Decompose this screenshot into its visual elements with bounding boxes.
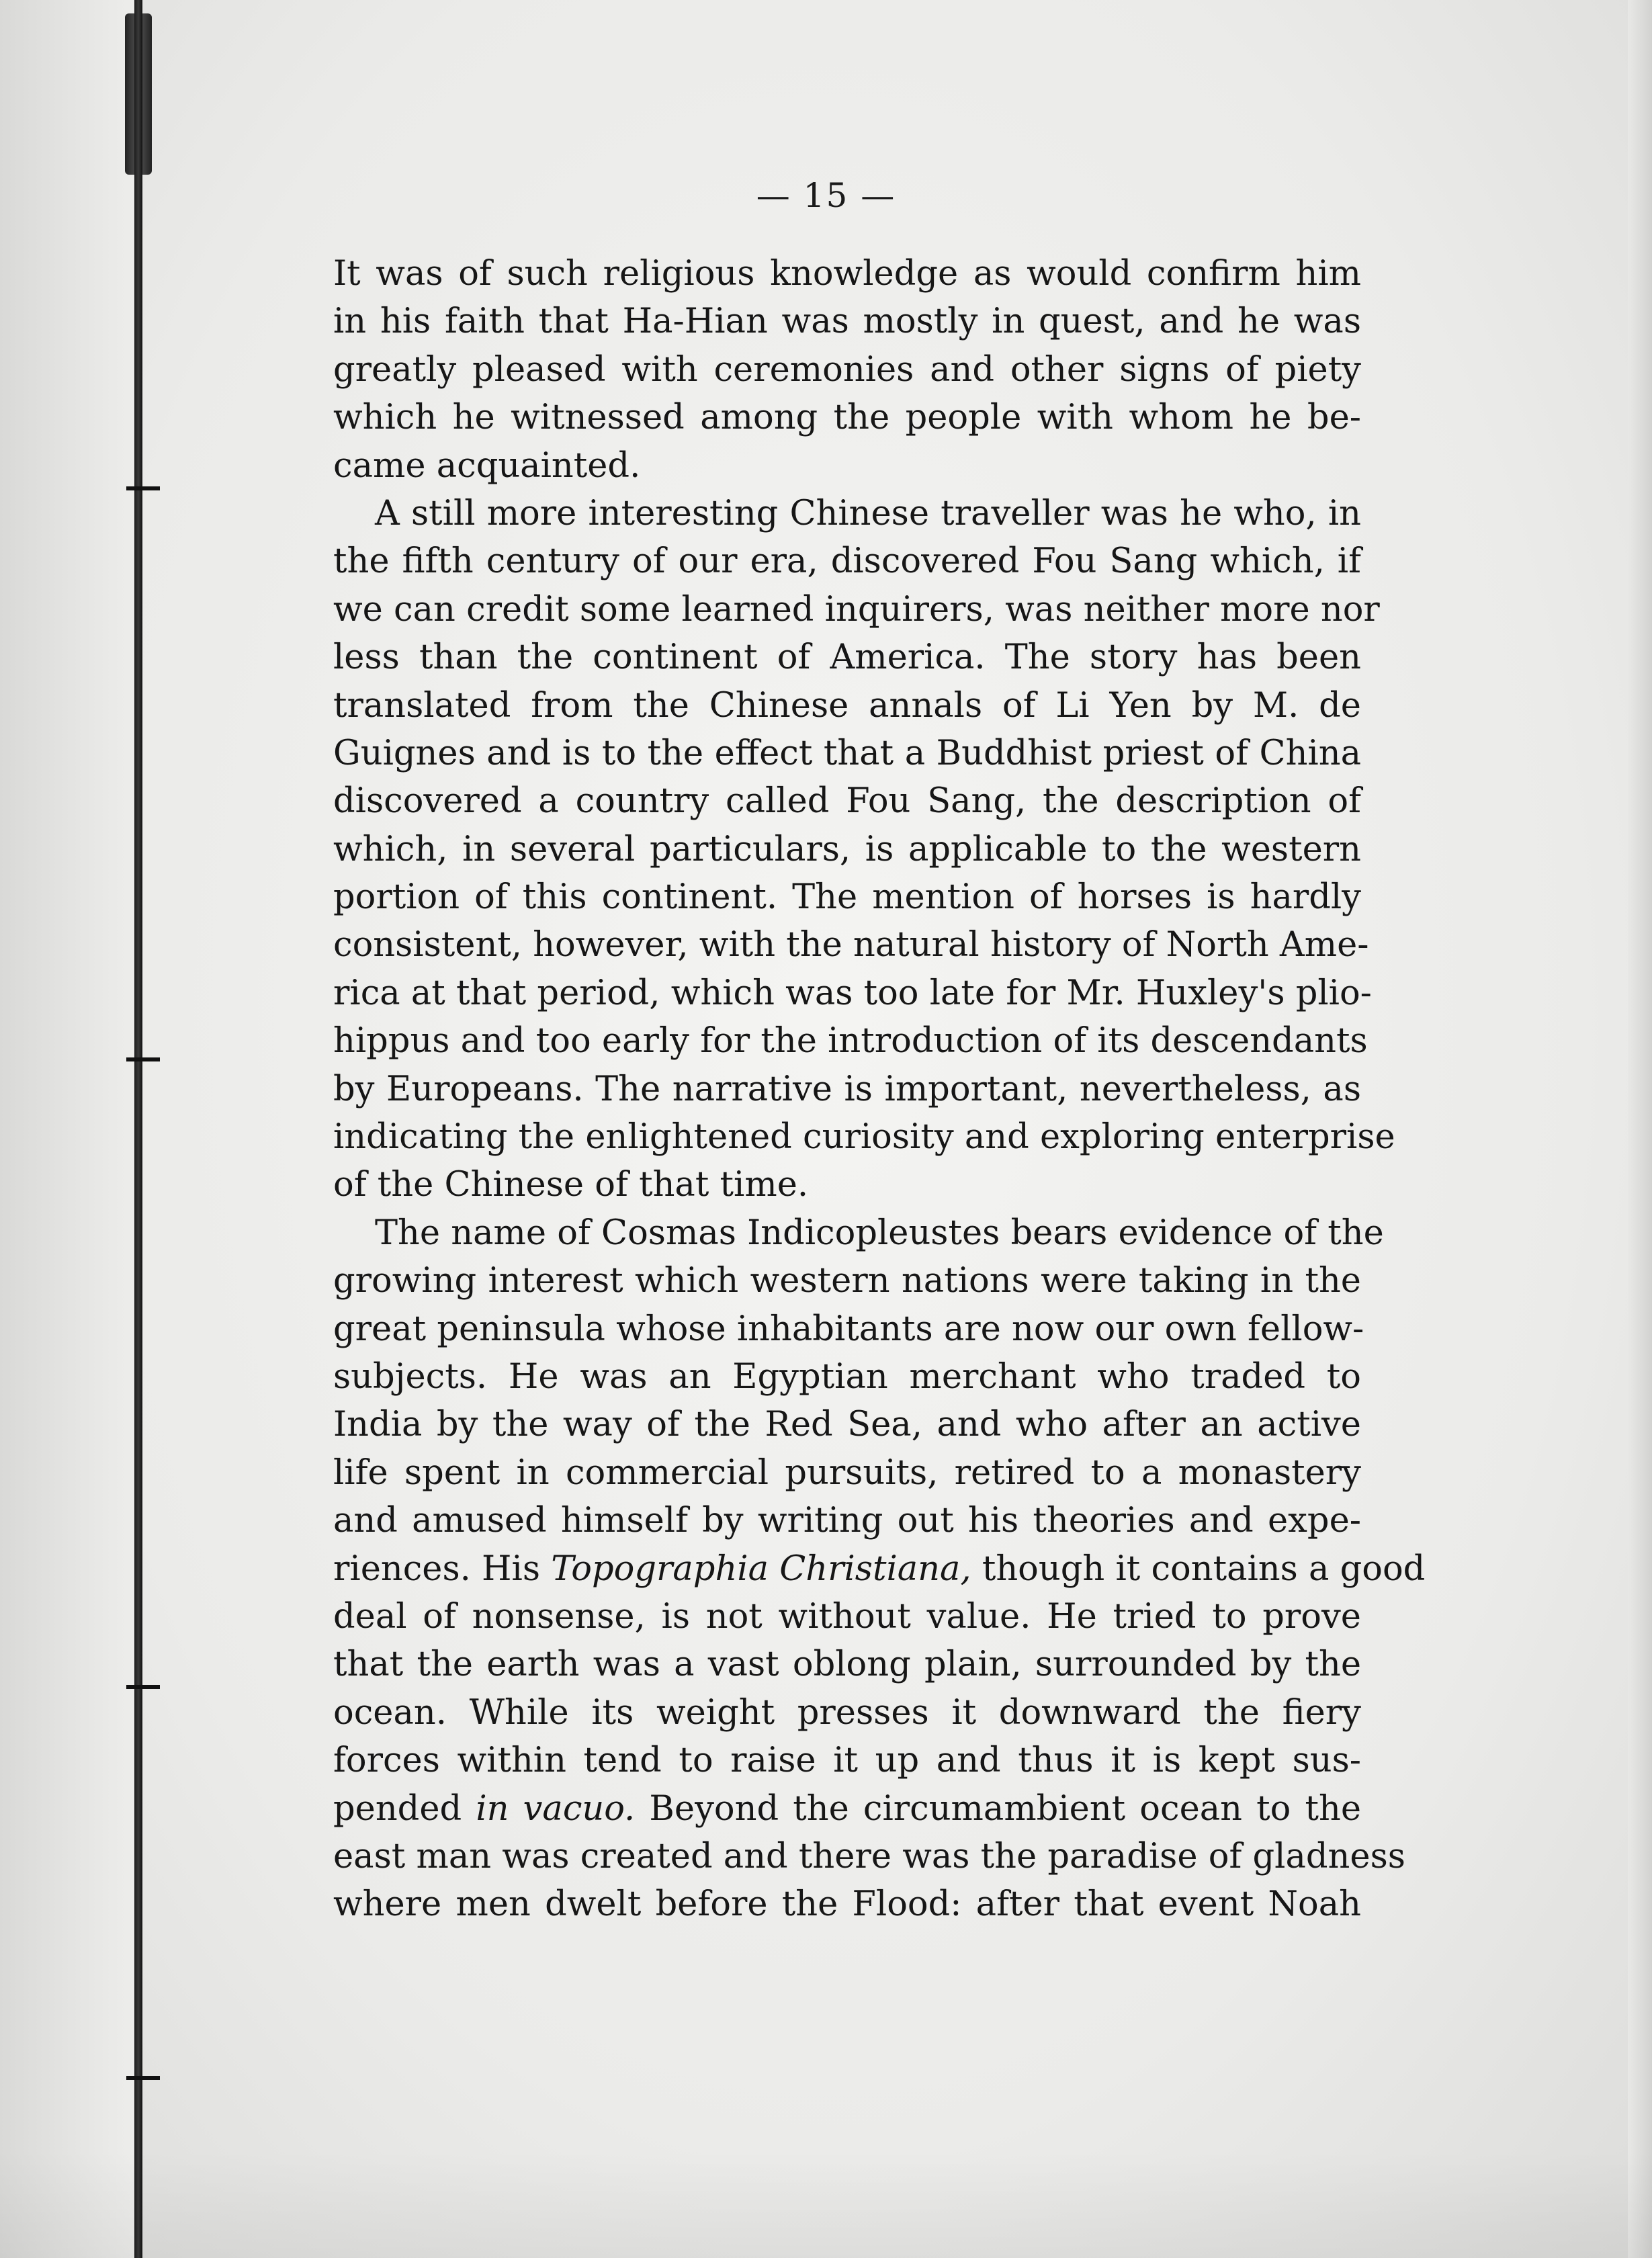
text-line: portion of this continent. The mention of horses is hardly <box>333 877 1361 918</box>
text-line: ocean. While its weight presses it downward the fiery <box>333 1692 1361 1733</box>
text-line: indicating the enlightened curiosity and exploring enterprise <box>333 1117 1395 1158</box>
binding-stitch <box>126 486 160 490</box>
text-line: discovered a country called Fou Sang, the description of <box>333 781 1361 822</box>
text-line: great peninsula whose inhabitants are now our own fellow- <box>333 1309 1364 1349</box>
book-title-italic: Topographia Christiana, <box>551 1549 971 1589</box>
text-line: consistent, however, with the natural history of North Ame- <box>333 925 1369 965</box>
latin-phrase-italic: in vacuo. <box>476 1788 636 1829</box>
text-line: which he witnessed among the people with whom he be- <box>333 398 1361 438</box>
text-line: we can credit some learned inquirers, was neither more nor <box>333 589 1380 629</box>
text-line: translated from the Chinese annals of Li Yen by M. de <box>333 685 1361 726</box>
page-edge-shadow <box>1628 0 1652 2258</box>
text-segment: Beyond the circumambient ocean to the <box>649 1788 1362 1829</box>
text-line: where men dwelt before the Flood: after that event Noah <box>333 1884 1361 1925</box>
text-line: India by the way of the Red Sea, and who after an active <box>333 1405 1361 1445</box>
text-line: Guignes and is to the effect that a Buddhist priest of China <box>333 733 1361 773</box>
text-line: forces within tend to raise it up and thus it is kept sus- <box>333 1741 1361 1781</box>
binding-stitch <box>126 1685 160 1689</box>
text-line: of the Chinese of that time. <box>333 1165 809 1205</box>
text-line: the fifth century of our era, discovered Fou Sang which, if <box>333 541 1361 582</box>
binding-stitch <box>126 1057 160 1061</box>
text-line: It was of such religious knowledge as would confirm him <box>333 254 1361 294</box>
text-line: deal of nonsense, is not without value. He tried to prove <box>333 1596 1361 1637</box>
text-line: rica at that period, which was too late for Mr. Huxley's plio- <box>333 973 1372 1013</box>
text-segment: riences. His <box>333 1549 541 1589</box>
text-segment: though it contains a good <box>982 1549 1426 1589</box>
text-line <box>333 1545 1426 1593</box>
text-line: and amused himself by writing out his theories and expe- <box>333 1501 1361 1541</box>
backing-sheet <box>0 0 141 2258</box>
text-line: hippus and too early for the introduction of its descendants <box>333 1021 1368 1061</box>
text-line: life spent in commercial pursuits, retired to a monastery <box>333 1452 1361 1493</box>
text-line: came acquainted. <box>333 445 641 486</box>
text-line: which, in several particulars, is applicable to the western <box>333 829 1361 869</box>
text-line: that the earth was a vast oblong plain, surrounded by the <box>333 1645 1361 1685</box>
bottom-shade <box>0 2151 1652 2258</box>
text-line: greatly pleased with ceremonies and other signs of piety <box>333 349 1361 390</box>
page-number: — 15 — <box>756 176 896 215</box>
text-line: The name of Cosmas Indicopleustes bears evidence of the <box>375 1213 1384 1253</box>
body-text <box>333 250 1426 1929</box>
text-line: east man was created and there was the paradise of gladness <box>333 1836 1405 1876</box>
text-line: subjects. He was an Egyptian merchant who traded to <box>333 1356 1361 1397</box>
text-line <box>333 1785 1361 1833</box>
binding-stitch <box>126 2076 160 2080</box>
text-line: in his faith that Ha-Hian was mostly in quest, and he was <box>333 302 1361 342</box>
text-line: less than the continent of America. The story has been <box>333 638 1361 678</box>
binding-edge <box>134 0 142 2258</box>
text-line: A still more interesting Chinese traveller was he who, in <box>375 493 1361 533</box>
text-line: growing interest which western nations were taking in the <box>333 1261 1361 1301</box>
text-segment: pended <box>333 1788 462 1829</box>
text-line: by Europeans. The narrative is important, nevertheless, as <box>333 1069 1361 1109</box>
